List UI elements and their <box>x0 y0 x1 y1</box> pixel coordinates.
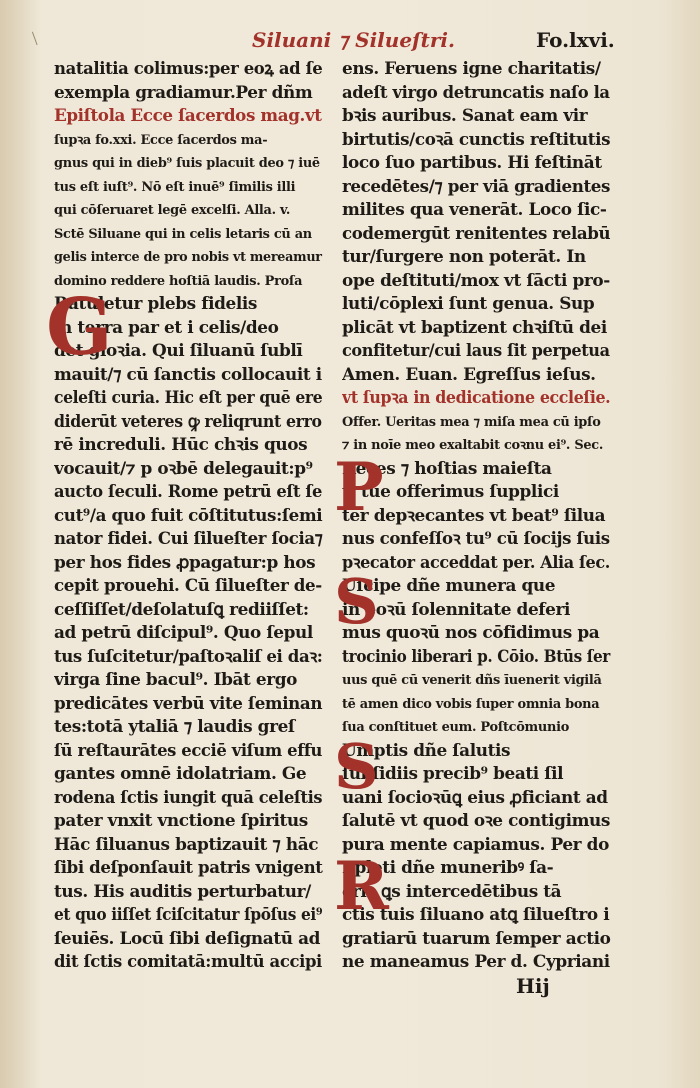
decorated-initial: G <box>46 282 113 373</box>
text-line: loco ſuo partibus. Hi feſtināt <box>342 153 602 173</box>
page-edge-shading <box>0 0 40 1088</box>
text-line: qui cōſeruaret legē excelſi. Alla. v. <box>54 203 291 218</box>
text-line: ne maneamus Per d. Cypriani <box>342 952 610 972</box>
text-line: ſalutē vt quod oꝛe contigimus <box>342 811 611 831</box>
text-line: predicātes verbū vite ſeminan <box>54 693 323 714</box>
text-line: vt ſupꝛa in dedicatione eccleſie. <box>342 388 611 408</box>
text-line: pꝛecator acceddat per. Alia ſec. <box>342 552 610 573</box>
text-line: milites qua venerāt. Loco ſic- <box>342 200 607 220</box>
text-line: nus confeſſoꝛ tu⁹ cū ſocijs ſuis <box>342 529 610 549</box>
text-line: Hāc ſiluanus baptizauit ⁊ hāc <box>54 834 319 855</box>
text-line: ſupꝛa fo.xxi. Ecce ſacerdos ma- <box>54 132 268 148</box>
decorated-initial: S <box>334 729 379 803</box>
text-line: ſua conſtituet eum. Poſtcōmunio <box>342 720 570 735</box>
folio-number: Fo.lxvi. <box>536 28 615 52</box>
text-line: rē increduli. Hūc chꝛis quos <box>54 435 308 455</box>
text-line: ope deſtituti/mox vt ſācti pro- <box>342 270 610 291</box>
text-line: det gloꝛia. Qui ſiluanū ſublī <box>54 341 303 361</box>
text-line: gnus qui in dieb⁹ ſuis placuit deo ⁊ iuē <box>54 156 320 171</box>
text-line: gantes omnē idolatriam. Ge <box>54 764 307 784</box>
text-line: tes:totā ytaliā ⁊ laudis greſ <box>54 717 295 737</box>
text-line: ter depꝛecantes vt beat⁹ ſilua <box>342 505 606 526</box>
text-line: domino reddere hoſtiā laudis. Proſa <box>54 273 303 289</box>
text-line: codemergūt renitentes relabū <box>342 223 611 244</box>
text-line: mus quoꝛū nos cōfidimus pa <box>342 623 600 643</box>
text-line: ſibi deſponſauit patris vnigent <box>54 858 323 878</box>
text-line: tus ſuſcitetur/paſtoꝛaliſ ei daꝛ: <box>54 646 323 667</box>
text-line: ad petrū diſcipul⁹. Quo ſepul <box>54 623 313 643</box>
text-line: et quo iiſſet ſciſcitatur ſpōſus ei⁹ <box>54 905 323 925</box>
text-line: cepit prouehi. Cū ſilueſter de- <box>54 576 322 596</box>
text-line: Umptis dñe ſalutis <box>342 740 511 761</box>
text-line: uani ſocioꝛūꝗ eius ꝓficiant ad <box>342 787 608 808</box>
text-line: recedētes/⁊ per viā gradientes <box>342 176 611 197</box>
text-line: Epiſtola Ecce ſacerdos mag.vt <box>54 106 322 126</box>
text-line: ctis tuis ſiluano atꝗ ſilueſtro i <box>342 905 610 925</box>
text-line: mauit/⁊ cū ſanctis collocauit i <box>54 364 322 385</box>
decorated-initial: R <box>334 847 389 925</box>
text-line: confitetur/cui laus ſit perpetua <box>342 341 610 361</box>
text-line: in terra par et i celis/deo <box>54 317 279 338</box>
text-line: trocinio liberari p. Cōio. Btūs ſer <box>342 646 610 667</box>
text-line: pura mente capiamus. Per do <box>342 834 609 855</box>
text-line: rodena ſctis iungit quā celeſtis <box>54 787 323 808</box>
decorated-initial: S <box>334 565 379 638</box>
text-line: ceſſiſſet/deſolatuſꝗ rediiſſet: <box>54 599 309 620</box>
text-line: adeſt virgo detruncatis naſo la <box>342 82 610 103</box>
left-text-column <box>54 58 324 978</box>
text-line: ſū reſtaurātes ecciē viſum effu <box>54 740 323 761</box>
text-line: cris ꝗs intercedētibus tā <box>342 881 562 902</box>
text-line: in eoꝛū ſolennitate deferi <box>342 599 571 620</box>
text-line: celeſti curia. Hic eſt per quē ere <box>54 388 323 408</box>
text-line: luti/cōplexi ſunt genua. Sup <box>342 294 595 314</box>
text-line: tē amen dico vobis ſuper omnia bona <box>342 696 600 712</box>
text-line: tur/ſurgere non poterāt. In <box>342 247 586 267</box>
text-line: aucto ſeculi. Rome petrū eſt ſe <box>54 482 323 502</box>
text-line: Sctē Siluane qui in celis letaris cū an <box>54 226 312 242</box>
running-head: Siluani ⁊ Silueſtri. <box>252 28 455 52</box>
text-line: uus quē cū venerit dñs īuenerit vigilā <box>342 673 602 688</box>
text-line: bꝛis auribus. Sanat eam vir <box>342 106 588 126</box>
text-line: Offer. Ueritas mea ⁊ miſa mea cū ipſo <box>342 414 601 430</box>
text-line: cut⁹/a quo fuit cōſtitutus:ſemi <box>54 505 323 526</box>
text-line: tus eſt iuſt⁹. Nō eſt inuē⁹ ſimilis illi <box>54 179 296 195</box>
text-line: pater vnxit vnctione ſpiritus <box>54 811 308 831</box>
signature-mark: Hij <box>516 974 550 998</box>
text-line: Epleti dñe muneribꝰ ſa- <box>342 858 554 878</box>
text-line: diderūt veteres ꝙ reliqrunt erro <box>54 411 322 432</box>
text-line: exempla gradiamur.Per dñm <box>54 82 313 103</box>
text-line: ſubſidiis precib⁹ beati ſil <box>342 764 564 784</box>
text-line: ens. Feruens igne charitatis/ <box>342 59 601 79</box>
text-line: ſeuiēs. Locū ſibi deſignatū ad <box>54 928 321 949</box>
text-line: virga ſine bacul⁹. Ibāt ergo <box>54 670 298 690</box>
text-line: Ratuletur plebs fidelis <box>54 294 257 314</box>
text-line: per hos fides ꝓpagatur:p hos <box>54 552 316 573</box>
text-line: ti tue offerimus ſupplici <box>342 482 559 502</box>
text-line: tus. His auditis perturbatur/ <box>54 881 311 902</box>
text-line: birtutis/coꝛā cunctis reſtitutis <box>342 129 611 150</box>
text-line: plicāt vt baptizent chꝛiſtū dei <box>342 317 607 338</box>
text-line: Uſcipe dñe munera que <box>342 576 556 596</box>
text-line: gelis interce de pro nobis vt mereamur <box>54 250 322 265</box>
text-line: natalitia colimus:per eoꝝ ad ſe <box>54 59 323 79</box>
text-line: Amen. Euan. Egreſſus ieſus. <box>342 364 596 385</box>
text-line: ⁊ in noīe meo exaltabit coꝛnu ei⁹. Sec. <box>342 438 604 453</box>
text-line: Reces ⁊ hoſtias maieſta <box>342 458 552 479</box>
text-line: dit ſctis comitatā:multū accipi <box>54 952 322 972</box>
text-line: gratiarū tuarum ſemper actio <box>342 928 611 949</box>
text-line: vocauit/⁊ p oꝛbē delegauit:p⁹ <box>54 458 313 479</box>
text-line: nator fidei. Cui ſilueſter ſocia⁊ <box>54 529 323 549</box>
decorated-initial: P <box>334 447 384 526</box>
